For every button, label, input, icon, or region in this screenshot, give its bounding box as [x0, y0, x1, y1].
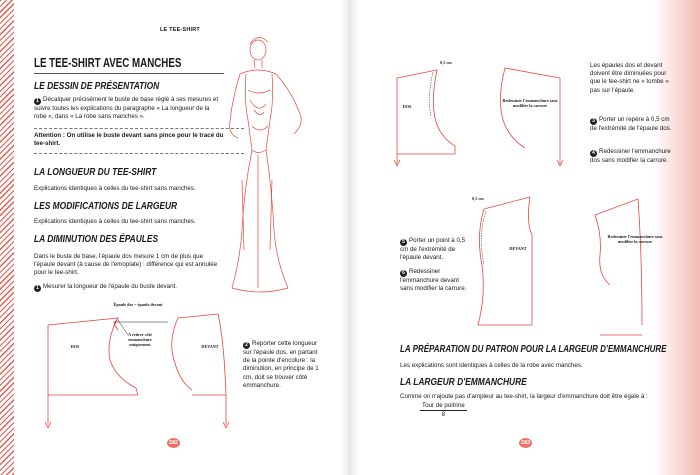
dos-label: DOS — [70, 344, 80, 349]
step6-paragraph — [400, 268, 472, 293]
step3-paragraph — [590, 116, 676, 133]
page-title: LE TEE-SHIRT AVEC MANCHES — [34, 56, 182, 70]
decorative-stripe — [0, 0, 14, 475]
emmanchure-text: Comme on n'ajoute pas d'ampleur au tee-shirt, la largeur d'emmanchure doit être égale à : — [400, 393, 648, 400]
step4-text: Redessiner l'emmanchure dos sans modifier la carrure. — [590, 148, 671, 164]
section-heading-epaules: LA DIMINUTION DES ÉPAULES — [34, 233, 159, 245]
section-heading-dessin: LE DESSIN DE PRÉSENTATION — [34, 80, 160, 92]
step-number: 4 — [590, 150, 597, 157]
longueur-text: Explications identiques à celles du tee-shirt sans manches. — [34, 185, 196, 192]
divider — [34, 128, 244, 129]
formula — [420, 402, 467, 419]
formula-denominator: 8 — [441, 411, 446, 419]
shoulder-label: Épaule dos = épaule devant — [113, 302, 163, 307]
step2-text: Reporter cette longueur sur l'épaule dos, en partant de la pointe d'encolure : la diminution, en principe de 1 cm, doit se trouver côté emmanchure. — [243, 340, 319, 389]
note-epaules: Les épaules dos et devant doivent être diminuées pour que le tee-shirt ne « tombe » pas sur l'épaule. — [590, 62, 669, 94]
attention-note: Attention : On utilise le buste devant sans pince pour le tracé du tee-shirt. — [34, 132, 224, 148]
redessiner-label-top: Redessiner l'emmanchure sans modifier la carrure — [502, 98, 558, 108]
section-heading-largeur: LES MODIFICATIONS DE LARGEUR — [34, 200, 178, 212]
step1-text: Mesurer la longueur de l'épaule du buste devant. — [43, 283, 177, 290]
running-head: LE TEE-SHIRT — [160, 27, 200, 33]
epaules-step1 — [34, 283, 224, 292]
shoulder-diagram — [18, 300, 248, 430]
devant-label-right: DEVANT — [509, 246, 527, 251]
step5-paragraph — [400, 237, 472, 262]
section-heading-preparation: LA PRÉPARATION DU PATRON POUR LA LARGEUR D'EMMANCHURE — [400, 344, 667, 355]
epaules-text: Dans le buste de base, l'épaule dos mesure 1 cm de plus que l'épaule devant (à cause de l'emoplate) : différence qui est annulée pour le tee-shirt. — [34, 253, 218, 277]
step6-text: Redessiner l'emmanchure devant sans modifier la carrure. — [400, 268, 467, 293]
section-heading-longueur: LA LONGUEUR DU TEE-SHIRT — [34, 166, 157, 178]
dos-label-right: DOS — [402, 104, 412, 109]
step-number: 6 — [400, 270, 407, 277]
page-number-left: 282 — [168, 440, 179, 446]
step-number: 3 — [590, 118, 597, 125]
preparation-text: Les explications sont identiques à celles de la robe avec manches. — [400, 362, 583, 369]
page-number-right: 283 — [520, 440, 531, 446]
measure-label-bottom: 0,5 cm — [472, 196, 484, 201]
title-rule — [34, 73, 224, 74]
fashion-sketch — [214, 30, 314, 300]
devant-label: DEVANT — [201, 344, 219, 349]
step-number: 1 — [34, 98, 41, 105]
section-heading-emmanchure: LA LARGEUR D'EMMANCHURE — [400, 376, 527, 388]
back-armhole-diagram — [385, 58, 565, 168]
step4-paragraph — [590, 148, 676, 165]
remove-label: A retirer côté emmanchure uniquement — [128, 332, 152, 347]
step-number: 5 — [400, 239, 407, 246]
step-number: 2 — [243, 342, 250, 349]
dessin-paragraph — [34, 96, 222, 121]
book-gutter — [340, 0, 360, 475]
largeur-text: Explications identiques à celles du tee-shirt sans manches. — [34, 218, 196, 225]
measure-label-top: 0,5 cm — [440, 60, 452, 65]
epaules-step2 — [243, 340, 323, 390]
front-armhole-diagram — [460, 195, 660, 335]
divider — [34, 153, 244, 154]
dessin-text: Décalquer précisément le buste de base réglé à ses mesures et suivre toutes les explications du paragraphe « La longueur de la robe », dans « La robe sans manches ». — [34, 96, 219, 121]
step3-text: Porter un repère à 0,5 cm de l'extrémité de l'épaule dos. — [590, 116, 672, 132]
step5-text: Porter un point à 0,5 cm de l'extrémité de l'épaule devant. — [400, 237, 466, 262]
redessiner-label-bottom: Redessiner l'emmanchure sans modifier la carrure — [607, 234, 663, 244]
formula-numerator: Tour de poitrine — [420, 402, 467, 411]
step-number: 1 — [34, 285, 41, 292]
